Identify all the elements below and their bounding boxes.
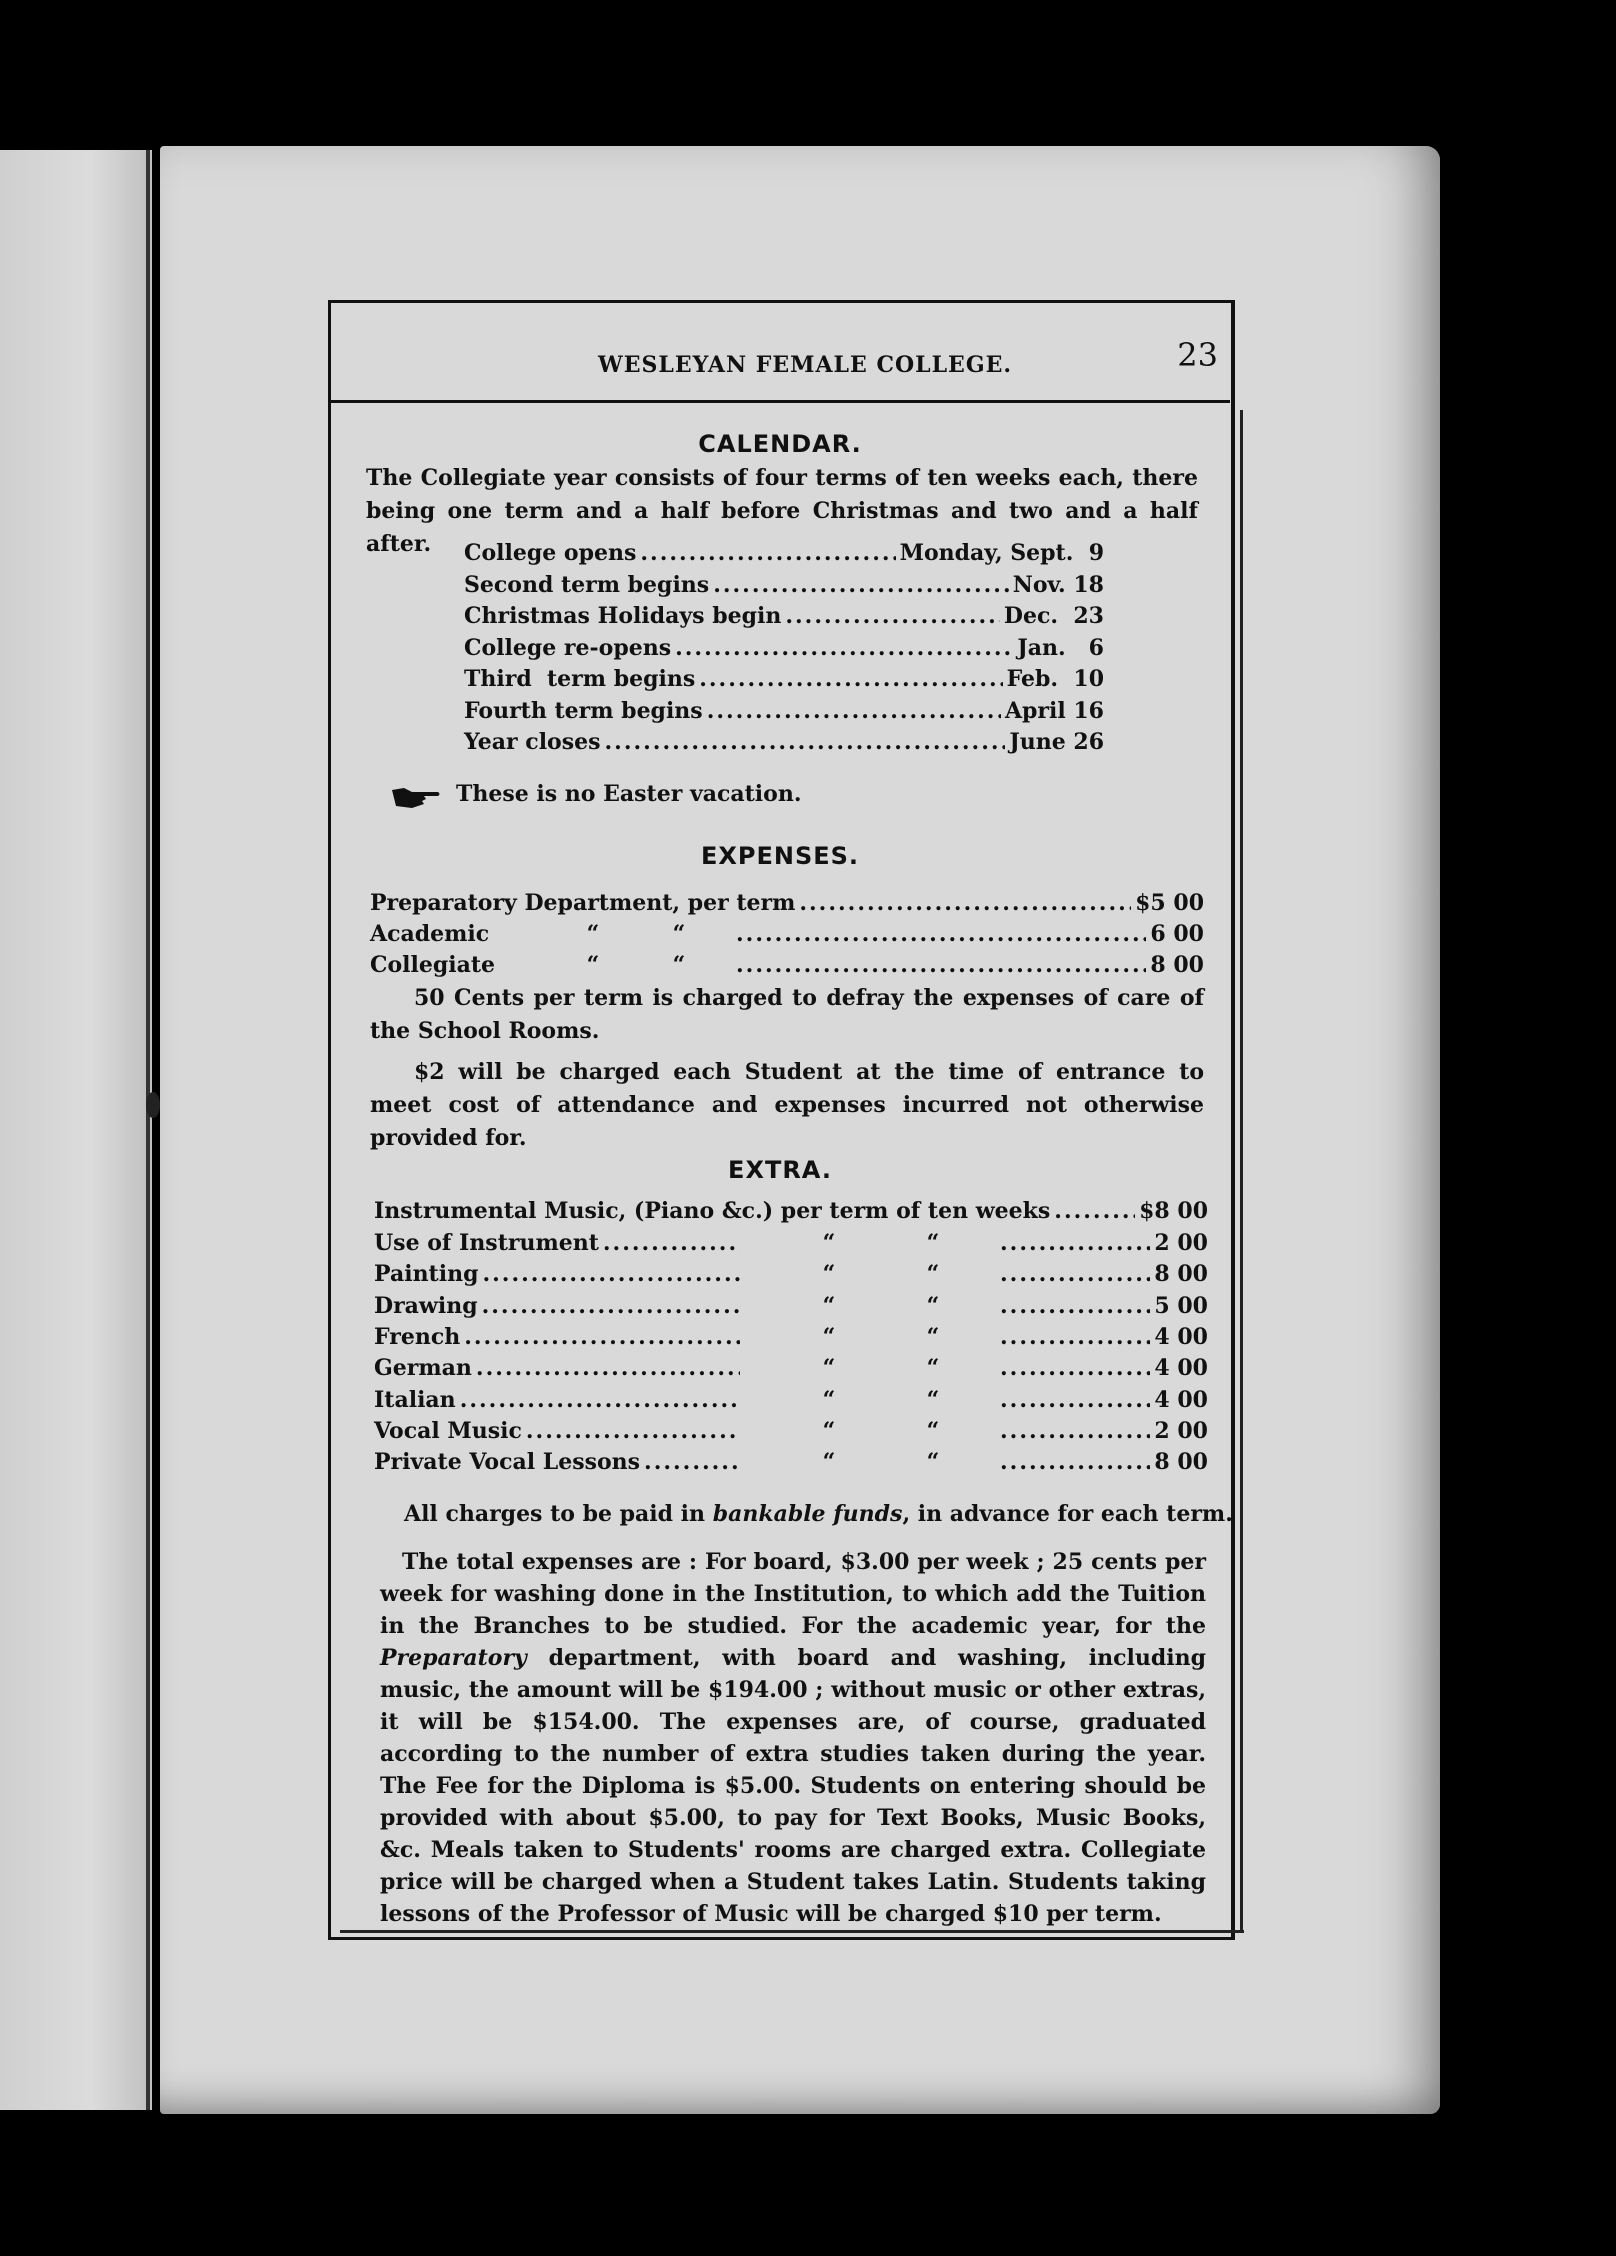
leader-dots <box>644 1449 740 1475</box>
frame-shadow-right <box>1240 410 1243 1930</box>
leader-dots <box>699 666 1002 692</box>
calendar-heading: CALENDAR. <box>698 430 862 458</box>
extra-label-block <box>374 1293 744 1319</box>
extra-label: Vocal Music <box>374 1417 522 1444</box>
leader-dots <box>526 1418 740 1444</box>
leader-dots <box>460 1387 740 1413</box>
calendar-label: Fourth term begins <box>464 697 703 724</box>
calendar-date: Feb. 10 <box>1006 666 1104 692</box>
leader-dots <box>640 540 895 566</box>
calendar-label: Christmas Holidays begin <box>464 603 782 629</box>
extra-label: French <box>374 1323 461 1350</box>
ditto-mark: “ <box>926 1386 940 1413</box>
expenses-row <box>370 952 1204 978</box>
expenses-amount: 6 00 <box>1150 921 1204 947</box>
leader-dots <box>482 1261 740 1287</box>
ditto-mark: “ <box>822 1449 836 1476</box>
leader-dots <box>1000 1324 1150 1350</box>
calendar-date: April 16 <box>1004 697 1104 724</box>
charges-text-c: , in advance for each term. <box>902 1501 1233 1527</box>
expenses-note-entrance: $2 will be charged each Student at the time of entrance to meet cost of attendance and expenses incurred not otherwise provided for. <box>370 1059 1204 1151</box>
extra-label: Drawing <box>374 1292 478 1319</box>
extra-row <box>374 1418 1208 1444</box>
expenses-note-rooms: 50 Cents per term is charged to defray the expenses of care of the School Rooms. <box>370 985 1204 1044</box>
ditto-mark: “ <box>926 1417 940 1444</box>
extra-label-block <box>374 1387 744 1413</box>
extra-label-block <box>374 1418 744 1444</box>
extra-amount: 4 00 <box>1154 1355 1208 1382</box>
charges-text-b: bankable funds <box>712 1501 903 1527</box>
calendar-date: Nov. 18 <box>1012 571 1104 598</box>
extra-row <box>374 1449 1208 1475</box>
extra-label: Painting <box>374 1261 479 1288</box>
extra-label: Use of Instrument <box>374 1230 599 1256</box>
calendar-intro: The Collegiate year consists of four terms of ten weeks each, there being one term and a half before Christmas and two and a half after. <box>366 465 1198 557</box>
expenses-label: Collegiate <box>370 952 496 978</box>
extra-amount: 4 00 <box>1154 1323 1208 1350</box>
ditto-mark: “ <box>822 1355 836 1382</box>
calendar-date: Jan. 6 <box>1017 634 1104 661</box>
leader-dots <box>603 1230 740 1256</box>
expenses-amount: 8 00 <box>1150 952 1204 978</box>
calendar-date: Monday, Sept. 9 <box>899 540 1104 566</box>
extra-row <box>374 1261 1208 1287</box>
running-head: WESLEYAN FEMALE COLLEGE. <box>598 352 1013 378</box>
extra-row <box>374 1324 1208 1350</box>
extra-label: Private Vocal Lessons <box>374 1449 641 1476</box>
ditto-mark: “ <box>672 921 686 947</box>
total-text-a: The total expenses are : For board, $3.00 per week ; 25 cents per week for washing done in the Institution, to which add the Tuition in the Branches to be studied. For the academic year, for the <box>380 1549 1206 1639</box>
calendar-row <box>464 666 1104 692</box>
leader-dots <box>1000 1293 1150 1319</box>
book-gutter <box>146 150 150 2110</box>
leader-dots <box>785 603 1000 629</box>
calendar-row <box>464 540 1104 566</box>
extra-heading: EXTRA. <box>728 1156 832 1184</box>
extra-label-block <box>374 1261 744 1287</box>
ditto-mark: “ <box>822 1417 836 1444</box>
expenses-heading: EXPENSES. <box>700 842 860 870</box>
extra-row-instrumental <box>374 1198 1208 1224</box>
extra-label-block <box>374 1449 744 1475</box>
calendar-row <box>464 572 1104 598</box>
leader-dots <box>1054 1198 1135 1224</box>
expenses-amount: $5 00 <box>1135 890 1204 916</box>
page-header <box>330 326 1230 403</box>
extra-label: Italian <box>374 1386 456 1413</box>
leader-dots <box>1000 1355 1150 1381</box>
total-text-c: department, with board and washing, including music, the amount will be $194.00 ; without music or other extras, it will be $154.00. The expenses are, of course, graduated according to the number of extra studies taken during the year. The Fee for the Diploma is $5.00. Students on entering should be provided with about $5.00, to pay for Text Books, Music Books, &c. Meals taken to Students' rooms are charged extra. Collegiate price will be charged when a Student takes Latin. Students taking lessons of the Professor of Music will be charged $10 per term. <box>380 1645 1206 1927</box>
extra-row <box>374 1387 1208 1413</box>
extra-amount: 2 00 <box>1154 1417 1208 1444</box>
ditto-mark: “ <box>822 1386 836 1413</box>
calendar-label: College opens <box>464 540 637 566</box>
leader-dots <box>675 635 1013 661</box>
pointing-hand-icon <box>390 784 442 810</box>
ditto-mark: “ <box>926 1292 940 1319</box>
ditto-mark: “ <box>926 1449 940 1476</box>
charges-text-a: All charges to be paid in <box>404 1501 713 1527</box>
leader-dots <box>482 1293 740 1319</box>
leader-dots <box>736 921 1146 947</box>
calendar-date: Dec. 23 <box>1003 603 1104 629</box>
ditto-mark: “ <box>926 1355 940 1382</box>
calendar-row <box>464 698 1104 724</box>
expenses-row <box>370 890 1204 916</box>
leader-dots <box>1000 1230 1150 1256</box>
extra-label-block <box>374 1355 744 1381</box>
calendar-row <box>464 729 1104 755</box>
leader-dots <box>799 890 1131 916</box>
leader-dots <box>1000 1261 1150 1287</box>
leader-dots <box>736 952 1146 978</box>
extra-row <box>374 1293 1208 1319</box>
calendar-label: Third term begins <box>464 666 696 692</box>
ditto-mark: “ <box>822 1292 836 1319</box>
ditto-mark: “ <box>822 1261 836 1288</box>
extra-row <box>374 1355 1208 1381</box>
expenses-label: Preparatory Department, per term <box>370 890 796 916</box>
total-expenses-paragraph <box>380 1546 1206 1930</box>
extra-amount: 8 00 <box>1154 1261 1208 1288</box>
leader-dots <box>1000 1449 1150 1475</box>
extra-label-block <box>374 1230 744 1256</box>
expenses-label: Academic <box>370 921 490 947</box>
gutter-mark <box>146 1092 160 1118</box>
ditto-mark: “ <box>672 952 686 978</box>
ditto-mark: “ <box>586 921 600 947</box>
ditto-mark: “ <box>822 1323 836 1350</box>
leader-dots <box>476 1355 740 1381</box>
extra-amount: $8 00 <box>1139 1198 1208 1224</box>
ditto-mark: “ <box>926 1323 940 1350</box>
extra-label-block <box>374 1324 744 1350</box>
total-text-b: Preparatory <box>380 1645 527 1671</box>
leader-dots <box>1000 1418 1150 1444</box>
extra-label: Instrumental Music, (Piano &c.) per term of ten weeks <box>374 1198 1051 1224</box>
extra-amount: 2 00 <box>1154 1230 1208 1256</box>
ditto-mark: “ <box>822 1230 836 1256</box>
calendar-label: College re-opens <box>464 634 672 661</box>
ditto-mark: “ <box>586 952 600 978</box>
extra-amount: 5 00 <box>1154 1292 1208 1319</box>
calendar-note: These is no Easter vacation. <box>456 781 802 807</box>
leader-dots <box>707 698 1001 724</box>
frame-shadow-bottom <box>340 1930 1244 1933</box>
calendar-date: June 26 <box>1009 729 1104 755</box>
ditto-mark: “ <box>926 1230 940 1256</box>
leader-dots <box>1000 1387 1150 1413</box>
expenses-row <box>370 921 1204 947</box>
leader-dots <box>713 572 1009 598</box>
calendar-row <box>464 603 1104 629</box>
calendar-label: Year closes <box>464 729 601 755</box>
ditto-mark: “ <box>926 1261 940 1288</box>
leader-dots <box>464 1324 740 1350</box>
calendar-row <box>464 635 1104 661</box>
extra-amount: 4 00 <box>1154 1386 1208 1413</box>
charges-note <box>404 1498 1233 1531</box>
leader-dots <box>605 729 1006 755</box>
left-page-edge <box>0 150 152 2110</box>
extra-amount: 8 00 <box>1154 1449 1208 1476</box>
page-number: 23 <box>1177 336 1218 374</box>
calendar-label: Second term begins <box>464 571 710 598</box>
extra-label: German <box>374 1355 472 1382</box>
extra-row <box>374 1230 1208 1256</box>
